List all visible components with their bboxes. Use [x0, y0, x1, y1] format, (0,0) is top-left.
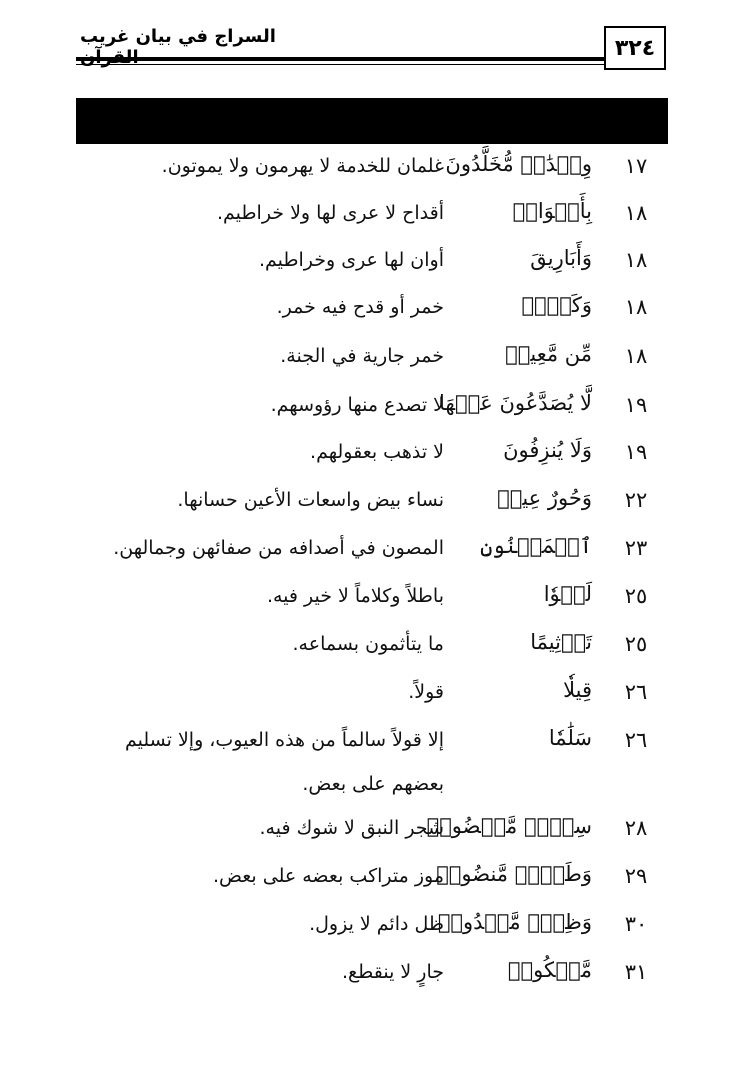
quran-word: تَأۡثِيمًا — [530, 630, 592, 654]
quran-word: وَلَا يُنزِفُونَ — [503, 438, 592, 462]
quran-word: وَحُورٌ عِينٞ — [497, 486, 592, 510]
word-meaning: خمر أو قدح فيه خمر. — [276, 296, 444, 318]
quran-word: سَلَٰمٗا — [548, 726, 592, 750]
word-meaning: غلمان للخدمة لا يهرمون ولا يموتون. — [161, 155, 444, 177]
book-title: السراج في بيان غريب — [80, 26, 276, 47]
verse-number: ٢٢ — [624, 488, 648, 512]
quran-word: وَظِلّٖ مَّمۡدُودٖ — [437, 910, 592, 934]
word-meaning: ظل دائم لا يزول. — [309, 913, 444, 935]
glossary-row — [0, 860, 755, 900]
verse-number: ٢٥ — [624, 632, 648, 656]
word-meaning: خمر جارية في الجنة. — [280, 345, 444, 367]
quran-word: سِدۡرٖ مَّخۡضُودٖ — [426, 814, 592, 838]
glossary-row — [0, 197, 755, 237]
word-meaning: ما يتأثمون بسماعه. — [292, 633, 444, 655]
glossary-row — [0, 956, 755, 996]
verse-number: ١٨ — [624, 295, 648, 319]
glossary-row — [0, 676, 755, 716]
quran-word: مِّن مَّعِينٖ — [505, 342, 592, 366]
word-meaning: نساء بيض واسعات الأعين حسانها. — [177, 489, 444, 511]
verse-number: ٢٩ — [624, 864, 648, 888]
glossary-row — [0, 436, 755, 476]
verse-number: ٣٠ — [624, 912, 648, 936]
verse-number: ٢٦ — [624, 728, 648, 752]
glossary-row — [0, 244, 755, 284]
word-meaning: لا تصدع منها رؤوسهم. — [270, 394, 444, 416]
quran-word: وَكَأۡسٖ — [521, 293, 592, 317]
glossary-row — [0, 724, 755, 795]
word-meaning: إلا قولاً سالماً من هذه العيوب، وإلا تسليم بعضهم على بعض. — [125, 729, 444, 795]
verse-number: ١٨ — [624, 344, 648, 368]
verse-number: ١٩ — [624, 393, 648, 417]
glossary-row — [0, 340, 755, 380]
glossary-row — [0, 291, 755, 331]
verse-number: ٢٦ — [624, 680, 648, 704]
word-meaning: قولاً. — [408, 681, 444, 703]
quran-word: وَطَلۡحٖ مَّنضُودٖ — [436, 862, 592, 886]
glossary-row — [0, 908, 755, 948]
section-band — [76, 98, 668, 144]
word-meaning: أوان لها عرى وخراطيم. — [258, 249, 444, 271]
glossary-row — [0, 580, 755, 620]
word-meaning: جارٍ لا ينقطع. — [342, 961, 444, 983]
quran-word: لَغۡوٗا — [543, 582, 592, 606]
verse-number: ١٧ — [624, 154, 648, 178]
word-meaning: لا تذهب بعقولهم. — [310, 441, 444, 463]
glossary-row — [0, 628, 755, 668]
glossary-row — [0, 150, 755, 190]
glossary-row — [0, 812, 755, 852]
glossary-row — [0, 532, 755, 572]
quran-word: ٱلۡمَكۡنُونِ — [480, 534, 592, 558]
glossary-row — [0, 389, 755, 429]
header-rule-thin — [76, 64, 614, 65]
word-meaning: المصون في أصدافه من صفائهن وجمالهن. — [113, 537, 444, 559]
quran-word: وَأَبَارِيقَ — [530, 246, 592, 270]
verse-number: ٢٨ — [624, 816, 648, 840]
verse-number: ٢٣ — [624, 536, 648, 560]
word-meaning: شجر النبق لا شوك فيه. — [259, 817, 444, 839]
verse-number: ١٨ — [624, 201, 648, 225]
page-number: ٣٢٤ — [604, 26, 666, 70]
verse-number: ٣١ — [624, 960, 648, 984]
quran-word: لَّا يُصَدَّعُونَ عَنۡهَا — [438, 391, 592, 415]
word-meaning: موز متراكب بعضه على بعض. — [212, 865, 444, 887]
verse-number: ١٨ — [624, 248, 648, 272]
glossary-row — [0, 484, 755, 524]
quran-word: وِلۡدَٰنٞ مُّخَلَّدُونَ — [445, 152, 592, 176]
word-meaning: باطلاً وكلاماً لا خير فيه. — [266, 585, 444, 607]
quran-word: بِأَكۡوَابٖ — [512, 199, 592, 223]
verse-number: ١٩ — [624, 440, 648, 464]
quran-word: مَّسۡكُوبٖ — [507, 958, 592, 982]
quran-word: قِيلٗا — [563, 678, 592, 702]
header-rule-thick — [76, 57, 614, 61]
word-meaning: أقداح لا عرى لها ولا خراطيم. — [217, 202, 444, 224]
verse-number: ٢٥ — [624, 584, 648, 608]
